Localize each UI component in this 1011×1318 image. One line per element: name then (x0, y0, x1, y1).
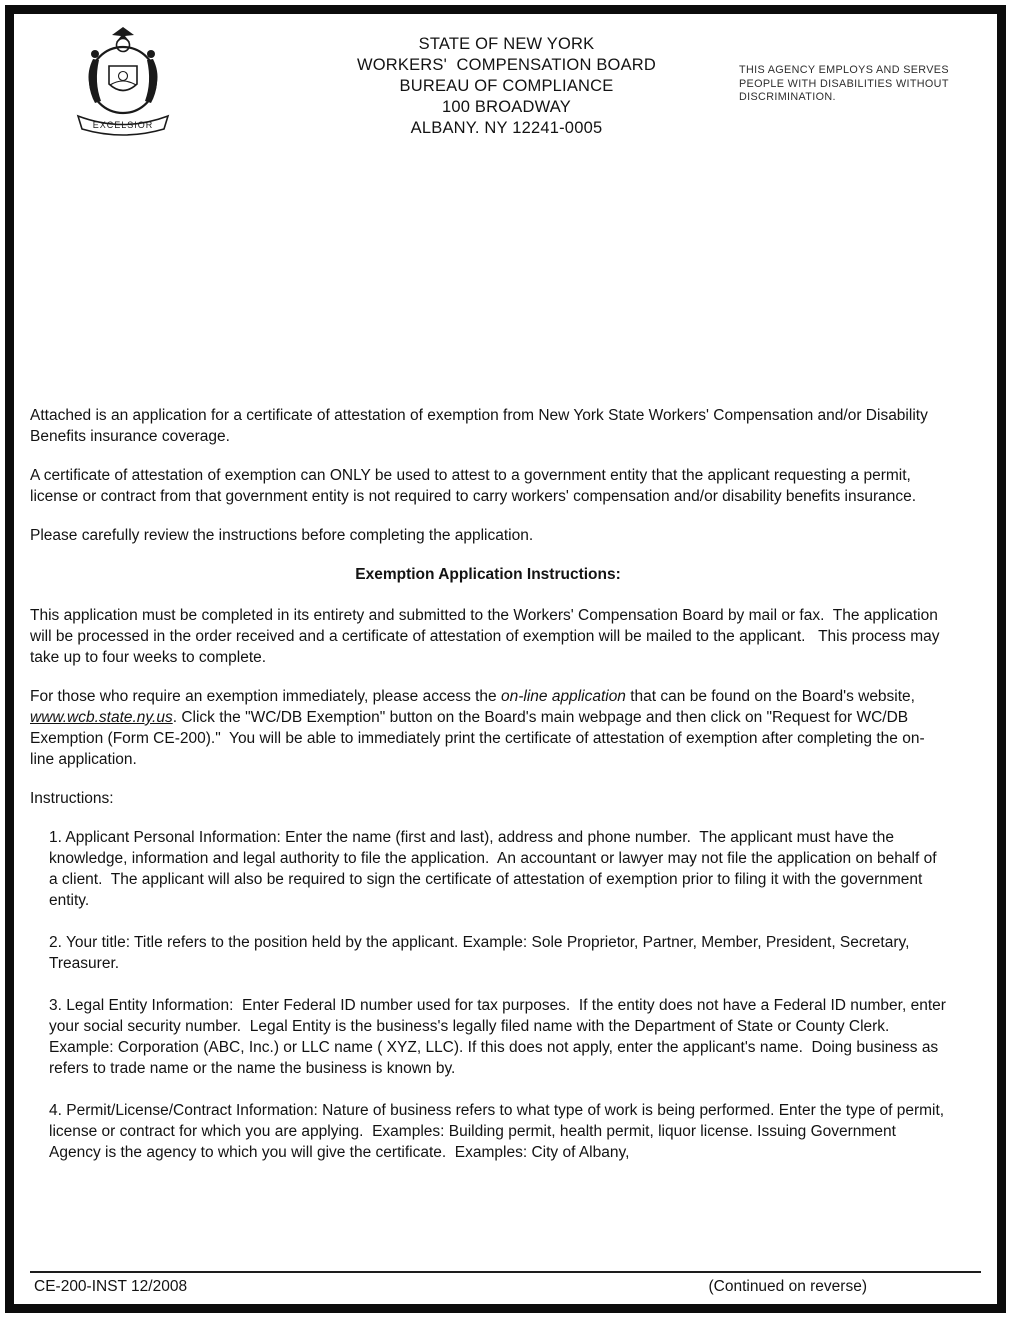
letterhead-line: STATE OF NEW YORK (418, 35, 595, 53)
continued-note: (Continued on reverse) (708, 1278, 867, 1295)
text-run: For those who require an exemption immediately, please access the (30, 688, 501, 705)
agency-address-block (196, 24, 739, 139)
instruction-item: 3. Legal Entity Information: Enter Federal ID number used for tax purposes. If the entity does not have a Federal ID number, enter your social security number. Legal Entity is the business's legally filed name with the Department of State or County Clerk. Example: Corporation (ABC, Inc.) or LLC name ( XYZ, LLC). If this does not apply, enter the applicant's name. Doing business as refers to trade name or the name the business is known by. (49, 997, 951, 1077)
online-application-paragraph (30, 686, 946, 770)
letterhead-line: 100 BROADWAY (442, 98, 571, 116)
letterhead-line: BUREAU OF COMPLIANCE (399, 77, 614, 95)
disability-notice: THIS AGENCY EMPLOYS AND SERVES PEOPLE WITH DISABILITIES WITHOUT DISCRIMINATION. (739, 64, 949, 103)
intro-paragraph-3: Please carefully review the instructions before completing the application. (30, 527, 534, 544)
exemption-instructions-heading: Exemption Application Instructions: (355, 566, 621, 583)
document-body (30, 405, 981, 1163)
text-run: . Click the "WC/DB Exemption" button on the Board's main webpage and then click on "Request for WC/DB Exemption (Form CE-200)." You will be able to immediately print the certificate of attestation of exemption after completing the on-line application. (30, 709, 925, 768)
instructions-label: Instructions: (30, 790, 114, 807)
instruction-item: 2. Your title: Title refers to the position held by the applicant. Example: Sole Proprietor, Partner, Member, President, Secretary, Treasurer. (49, 934, 914, 972)
online-application-emphasis: on-line application (500, 688, 626, 705)
page-border-frame (5, 5, 1006, 1313)
ny-state-seal-graphic (56, 24, 190, 138)
ny-state-seal (56, 24, 196, 143)
wcb-website-link: www.wcb.state.ny.us (30, 709, 173, 726)
intro-paragraph-1: Attached is an application for a certificate of attestation of exemption from New York State Workers' Compensation and/or Disability Benefits insurance coverage. (30, 407, 933, 445)
text-run: that can be found on the Board's website, (625, 688, 920, 705)
processing-paragraph: This application must be completed in its entirety and submitted to the Workers' Compensation Board by mail or fax. The application will be processed in the order received and a certificate of attestation of exemption will be mailed to the applicant. This process may take up to four weeks to complete. (30, 607, 944, 666)
letterhead (30, 24, 981, 143)
instruction-item: 4. Permit/License/Contract Information: Nature of business refers to what type of work is being performed. Enter the type of permit, license or contract for which you are applying. Examples: Building permit, health permit, liquor license. Issuing Government Agency is the agency to which you will give the certificate. Examples: City of Albany, (49, 1102, 949, 1161)
page-footer (30, 1271, 981, 1296)
intro-paragraph-2: A certificate of attestation of exemption can ONLY be used to attest to a government entity that the applicant requesting a permit, license or contract from that government entity is not required to carry workers' compensation and/or disability benefits insurance. (30, 467, 917, 505)
letterhead-line: WORKERS' COMPENSATION BOARD (356, 56, 657, 74)
seal-motto: EXCELSIOR (92, 120, 154, 130)
instruction-item: 1. Applicant Personal Information: Enter the name (first and last), address and phone number. The applicant must have the knowledge, information and legal authority to file the application. An accountant or lawyer may not file the application on behalf of a client. The applicant will also be required to sign the certificate of attestation of exemption prior to filing it with the government entity. (49, 829, 941, 909)
letterhead-line: ALBANY. NY 12241-0005 (410, 119, 603, 137)
instructions-list (30, 827, 981, 1163)
form-number: CE-200-INST 12/2008 (34, 1278, 188, 1295)
